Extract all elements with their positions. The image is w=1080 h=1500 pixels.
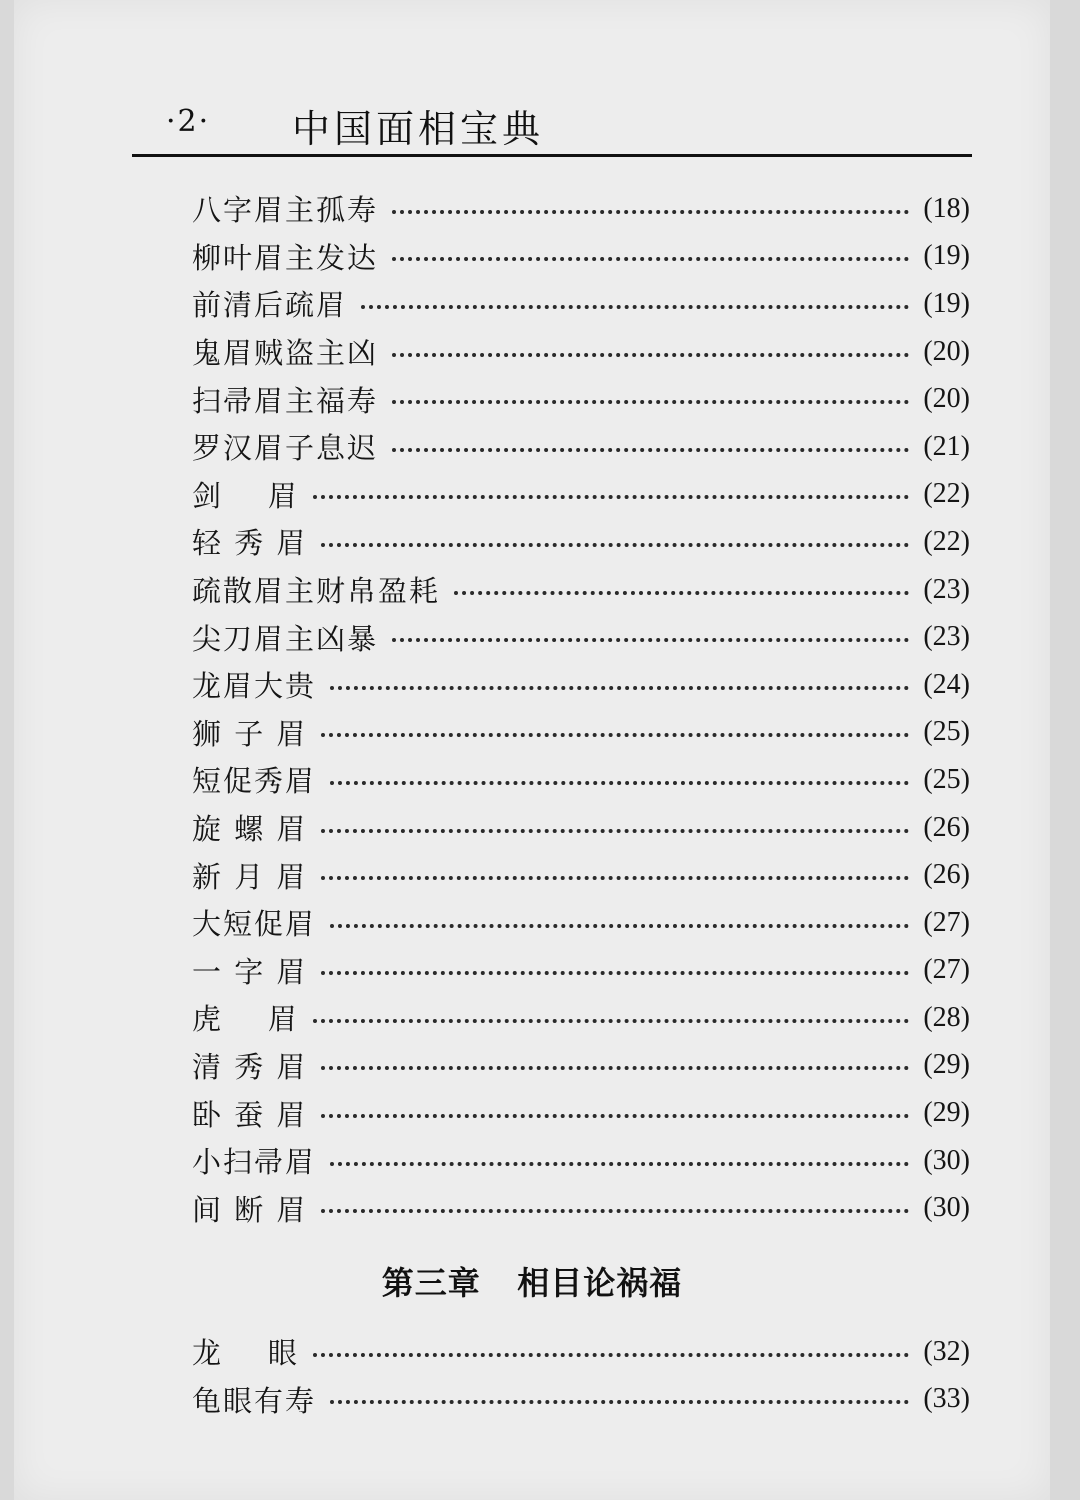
dot-leader: [313, 1353, 909, 1357]
toc-entry-title: 短促秀眉: [192, 764, 317, 799]
toc-entry-page: (19): [923, 287, 970, 319]
toc-entry-title: 疏散眉主财帛盈耗: [192, 574, 441, 609]
dot-leader: [321, 876, 909, 880]
toc-entry: [192, 185, 970, 233]
toc-entry: [192, 994, 970, 1042]
toc-entry-page: (30): [923, 1144, 970, 1176]
toc-entry: [192, 947, 970, 995]
dot-leader: [454, 591, 909, 595]
chapter-toc-list: [192, 1328, 970, 1423]
toc-entry: [192, 1184, 970, 1232]
toc-entry-page: (24): [923, 668, 970, 700]
toc-entry-page: (28): [923, 1001, 970, 1033]
toc-entry-page: (27): [923, 906, 970, 938]
page-header: [132, 96, 972, 157]
toc-entry-title: 新 月 眉: [192, 859, 308, 894]
toc-entry-page: (25): [923, 763, 970, 795]
dot-leader: [330, 1162, 909, 1166]
toc-entry-page: (22): [923, 478, 970, 510]
dot-leader: [392, 257, 909, 261]
toc-entry-title: 间 断 眉: [192, 1192, 308, 1227]
toc-entry-title: 剑 眉: [192, 478, 299, 513]
dot-leader: [392, 400, 909, 404]
toc-entry-title: 卧 蚕 眉: [192, 1097, 308, 1132]
toc-entry-title: 一 字 眉: [192, 954, 308, 989]
toc-entry: [192, 233, 970, 281]
toc-entry-title: 旋 螺 眉: [192, 812, 308, 847]
toc-entry-page: (22): [923, 525, 970, 557]
toc-entry: [192, 280, 970, 328]
toc-entry-page: (20): [923, 383, 970, 415]
toc-entry-title: 鬼眉贼盗主凶: [192, 336, 379, 371]
toc-entry: [192, 756, 970, 804]
toc-entry-title: 狮 子 眉: [192, 716, 308, 751]
toc-entry: [192, 709, 970, 757]
toc-entry-page: (18): [923, 192, 970, 224]
toc-entry-page: (27): [923, 954, 970, 986]
dot-leader: [330, 781, 909, 785]
toc-entry-title: 清 秀 眉: [192, 1049, 308, 1084]
toc-entry: [192, 471, 970, 519]
toc-entry: [192, 851, 970, 899]
chapter-title: 相目论祸福: [517, 1264, 683, 1302]
toc-entry: [192, 1328, 970, 1376]
dot-leader: [313, 1019, 909, 1023]
dot-leader: [313, 495, 909, 499]
dot-leader: [392, 210, 909, 214]
toc-entry-page: (26): [923, 859, 970, 891]
toc-entry-title: 尖刀眉主凶暴: [192, 621, 379, 656]
toc-entry-title: 龙眉大贵: [192, 669, 317, 704]
dot-leader: [321, 543, 909, 547]
toc-entry: [192, 804, 970, 852]
chapter-heading: [14, 1258, 1050, 1304]
toc-entry: [192, 518, 970, 566]
toc-entry-page: (33): [923, 1383, 970, 1415]
toc-entry: [192, 661, 970, 709]
dot-leader: [392, 638, 909, 642]
toc-entry: [192, 1089, 970, 1137]
toc-entry-title: 罗汉眉子息迟: [192, 431, 379, 466]
chapter-number: 第三章: [381, 1264, 481, 1302]
dot-leader: [330, 924, 909, 928]
toc-entry-page: (32): [923, 1335, 970, 1367]
toc-entry: [192, 1042, 970, 1090]
dot-leader: [392, 448, 909, 452]
dot-leader: [321, 829, 909, 833]
toc-entry: [192, 423, 970, 471]
toc-entry-page: (29): [923, 1097, 970, 1129]
toc-entry-title: 轻 秀 眉: [192, 526, 308, 561]
toc-entry-title: 龟眼有寿: [192, 1383, 317, 1418]
toc-entry-title: 龙 眼: [192, 1336, 299, 1371]
toc-entry-page: (19): [923, 240, 970, 272]
toc-entry: [192, 566, 970, 614]
toc-entry: [192, 375, 970, 423]
toc-entry: [192, 613, 970, 661]
toc-entry: [192, 899, 970, 947]
dot-leader: [321, 1209, 909, 1213]
toc-list: [192, 185, 970, 1232]
toc-entry-page: (26): [923, 811, 970, 843]
toc-entry-page: (23): [923, 621, 970, 653]
toc-entry-title: 柳叶眉主发达: [192, 240, 379, 275]
toc-entry-title: 小扫帚眉: [192, 1145, 317, 1180]
book-page: [14, 0, 1050, 1500]
toc-entry: [192, 1376, 970, 1424]
toc-entry-title: 前清后疏眉: [192, 288, 348, 323]
toc-entry-page: (20): [923, 335, 970, 367]
dot-leader: [321, 971, 909, 975]
toc-entry-title: 虎 眉: [192, 1002, 299, 1037]
book-title: 中国面相宝典: [292, 107, 545, 151]
dot-leader: [321, 1114, 909, 1118]
toc-entry-page: (21): [923, 430, 970, 462]
dot-leader: [392, 353, 909, 357]
dot-leader: [361, 305, 909, 309]
toc-entry-page: (30): [923, 1192, 970, 1224]
dot-leader: [321, 733, 909, 737]
page-number: ·2·: [166, 104, 211, 139]
toc-entry-page: (25): [923, 716, 970, 748]
dot-leader: [330, 1400, 909, 1404]
toc-entry: [192, 1137, 970, 1185]
toc-entry-title: 大短促眉: [192, 907, 317, 942]
toc-entry-title: 扫帚眉主福寿: [192, 383, 379, 418]
toc-entry-page: (29): [923, 1049, 970, 1081]
toc-entry-title: 八字眉主孤寿: [192, 193, 379, 228]
toc-entry-page: (23): [923, 573, 970, 605]
dot-leader: [321, 1066, 909, 1070]
dot-leader: [330, 686, 909, 690]
toc-entry: [192, 328, 970, 376]
